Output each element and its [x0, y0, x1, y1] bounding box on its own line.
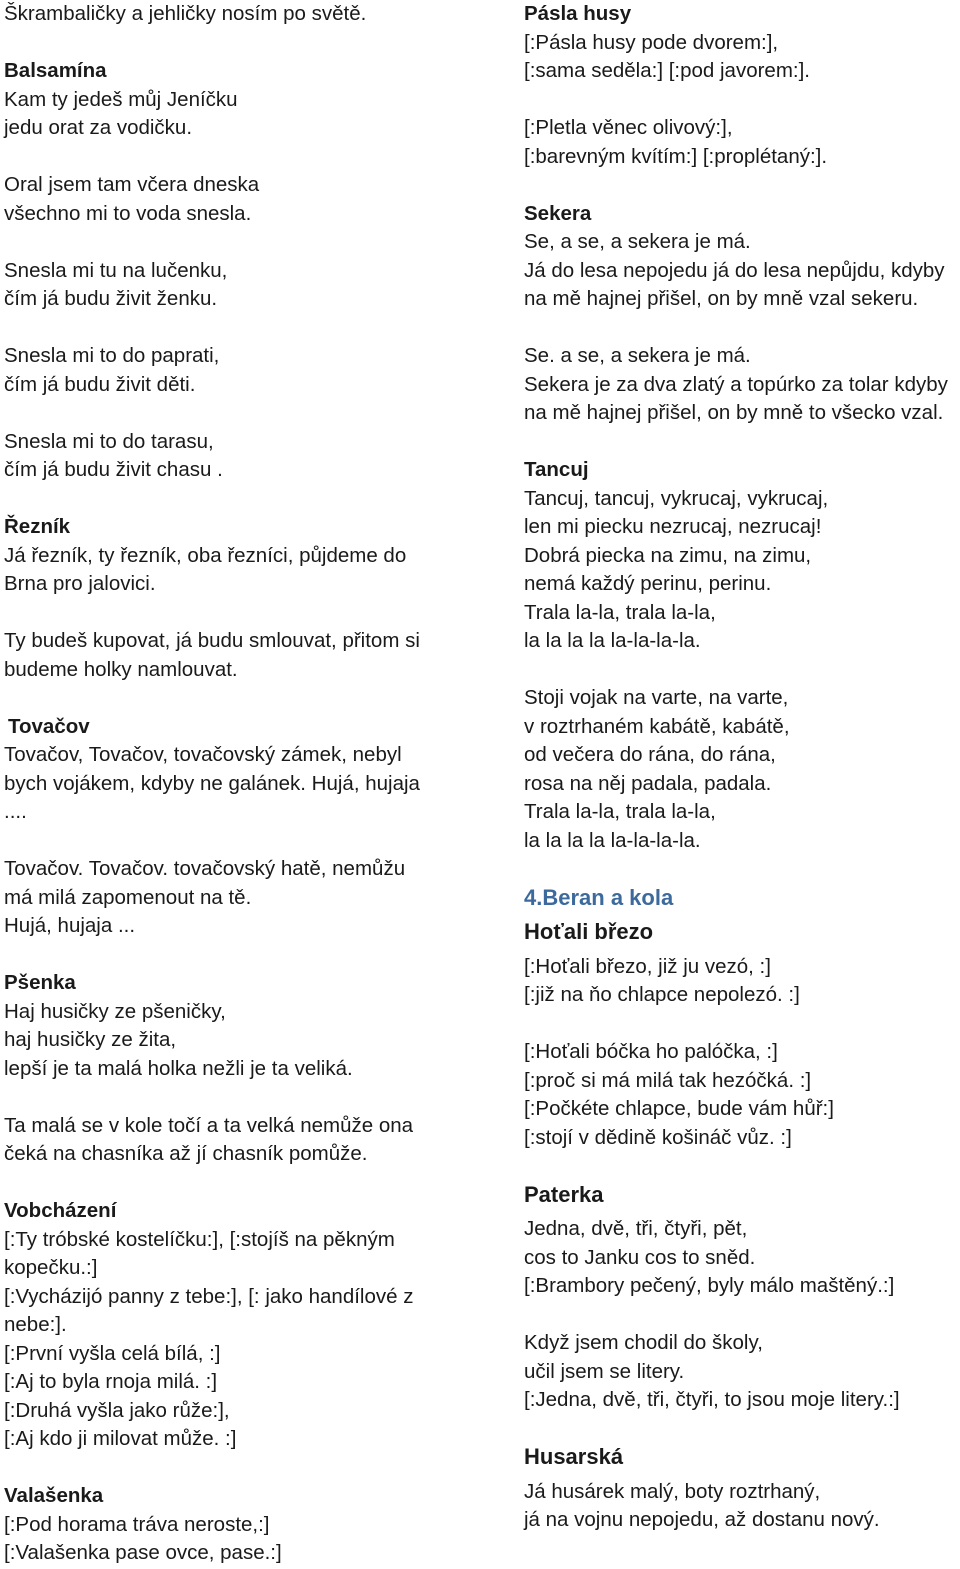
song-line: [:První vyšla celá bílá, :] — [4, 1341, 221, 1365]
song-title: Valašenka — [4, 1484, 104, 1507]
song-line: [:proč si má milá tak hezóčká. :] — [524, 1068, 812, 1092]
song-line: [:Pásla husy pode dvorem:], — [524, 30, 779, 54]
song-line: len mi piecku nezrucaj, nezrucaj! — [524, 515, 822, 538]
song-line: Snesla mi to do paprati, — [4, 344, 220, 367]
song-line: budeme holky namlouvat. — [4, 657, 238, 681]
right-column — [524, 0, 960, 1535]
song-title: Vobcházení — [4, 1199, 117, 1222]
song-line: Kam ty jedeš můj Jeníčku — [4, 87, 238, 111]
song-line: [:Brambory pečený, byly málo maštěný.:] — [524, 1274, 895, 1297]
song-line: [:Valašenka pase ovce, pase.:] — [4, 1541, 282, 1564]
song-line: Ty budeš kupovat, já budu smlouvat, přitom si — [4, 629, 420, 652]
song-husarska — [524, 1443, 960, 1535]
song-title: Řezník — [4, 515, 71, 538]
song-line: Jedna, dvě, tři, čtyři, pět, — [524, 1217, 748, 1240]
song-line: Já do lesa nepojedu já do lesa nepůjdu, kdyby — [524, 258, 945, 282]
song-balsamina — [4, 57, 474, 513]
song-hotali-brezo — [524, 918, 960, 1181]
song-line: [:Vycházijó panny z tebe:], [: jako handílové z — [4, 1284, 414, 1308]
song-psenka — [4, 969, 474, 1197]
song-line: [:Pod horama tráva neroste,:] — [4, 1512, 270, 1536]
song-line: rosa na něj padala, padala. — [524, 771, 772, 795]
song-line: na mě hajnej přišel, on by mně vzal sekeru. — [524, 287, 919, 310]
song-title: Tancuj — [524, 458, 589, 481]
song-line: lepší je ta malá holka nežli je ta veliká. — [4, 1056, 353, 1080]
song-line: [:Ty tróbské kostelíčku:], [:stojíš na pěkným — [4, 1227, 395, 1251]
song-title: Tovačov — [8, 714, 90, 738]
song-title: Sekera — [524, 201, 592, 225]
song-line: Oral jsem tam včera dneska — [4, 173, 260, 196]
section-heading: 4.Beran a kola — [524, 884, 674, 910]
song-sekera — [524, 200, 960, 457]
song-line: čím já budu živit děti. — [4, 372, 196, 396]
song-line: [:Aj kdo ji milovat může. :] — [4, 1427, 237, 1450]
intro-line: Škrambaličky a jehličky nosím po světě. — [4, 2, 367, 25]
song-tovacov — [4, 713, 474, 970]
song-title: Hoťali březo — [524, 919, 654, 944]
song-valasenka — [4, 1482, 474, 1568]
song-line: Já husárek malý, boty roztrhaný, — [524, 1479, 821, 1503]
song-pasla-husy — [524, 0, 960, 200]
song-line: Hujá, hujaja ... — [4, 914, 136, 937]
song-line: [:sama seděla:] [:pod javorem:]. — [524, 59, 810, 82]
song-line: jedu orat za vodičku. — [4, 116, 193, 139]
song-line: kopečku.:] — [4, 1256, 98, 1279]
song-title: Husarská — [524, 1444, 624, 1469]
song-title: Paterka — [524, 1181, 604, 1207]
song-title: Balsamína — [4, 59, 107, 82]
song-title: Pšenka — [4, 971, 76, 994]
song-reznik — [4, 513, 474, 713]
left-column — [4, 0, 474, 1568]
song-line: nebe:]. — [4, 1313, 67, 1336]
song-line: la la la la la-la-la-la. — [524, 629, 701, 652]
song-line: Brna pro jalovici. — [4, 572, 156, 595]
song-line: Stoji vojak na varte, na varte, — [524, 686, 789, 709]
song-line: nemá každý perinu, perinu. — [524, 572, 772, 595]
song-line: Tovačov. Tovačov. tovačovský hatě, nemůžu — [4, 857, 406, 880]
song-line: čeká na chasníka až jí chasník pomůže. — [4, 1142, 368, 1165]
song-line: Tancuj, tancuj, vykrucaj, vykrucaj, — [524, 486, 829, 510]
song-line: na mě hajnej přišel, on by mně to všecko vzal. — [524, 401, 944, 424]
song-line: já na vojnu nepojedu, až dostanu nový. — [524, 1508, 880, 1531]
song-line: [:Jedna, dvě, tři, čtyři, to jsou moje litery.:] — [524, 1388, 900, 1411]
song-line: [:Hoťali březo, již ju vezó, :] — [524, 954, 771, 978]
song-vobchazeni — [4, 1197, 474, 1482]
song-title: Pásla husy — [524, 2, 632, 25]
song-line: od večera do rána, do rána, — [524, 743, 776, 766]
song-line: Snesla mi to do tarasu, — [4, 429, 214, 453]
song-line: Když jsem chodil do školy, — [524, 1331, 763, 1354]
song-line: všechno mi to voda snesla. — [4, 201, 252, 225]
song-line: Haj husičky ze pšeničky, — [4, 999, 226, 1023]
song-line: má milá zapomenout na tě. — [4, 885, 252, 909]
song-line: [:Aj to byla rnoja milá. :] — [4, 1370, 218, 1393]
song-line: Trala la-la, trala la-la, — [524, 600, 716, 624]
song-line: Dobrá piecka na zimu, na zimu, — [524, 543, 812, 567]
song-line: .... — [4, 800, 27, 823]
song-line: [:Hoťali bóčka ho palóčka, :] — [524, 1040, 778, 1063]
song-line: cos to Janku cos to sněd. — [524, 1245, 756, 1269]
song-line: [:barevným kvítím:] [:proplétaný:]. — [524, 144, 828, 168]
song-paterka — [524, 1181, 960, 1444]
song-line: Trala la-la, trala la-la, — [524, 800, 716, 823]
song-line: haj husičky ze žita, — [4, 1028, 177, 1051]
song-line: Tovačov, Tovačov, tovačovský zámek, nebyl — [4, 743, 402, 766]
song-line: [:Pletla věnec olivový:], — [524, 116, 733, 139]
song-line: učil jsem se litery. — [524, 1359, 685, 1383]
song-line: Sekera je za dva zlatý a topúrko za tolar kdyby — [524, 372, 948, 396]
song-line: Se, a se, a sekera je má. — [524, 230, 751, 253]
song-line: bych vojákem, kdyby ne galánek. Hujá, hujaja — [4, 771, 420, 795]
song-line: [:již na ňo chlapce nepolezó. :] — [524, 983, 800, 1006]
song-line: Já řezník, ty řezník, oba řezníci, půjdeme do — [4, 543, 407, 567]
song-line: v roztrhaném kabátě, kabátě, — [524, 714, 790, 738]
song-line: Ta malá se v kole točí a ta velká nemůže ona — [4, 1113, 414, 1137]
song-line: [:stojí v dědině košináč vůz. :] — [524, 1125, 792, 1149]
song-line: čím já budu živit chasu . — [4, 458, 223, 481]
song-line: Se. a se, a sekera je má. — [524, 344, 751, 367]
song-tancuj — [524, 456, 960, 884]
song-line: čím já budu živit ženku. — [4, 287, 218, 310]
song-line: la la la la la-la-la-la. — [524, 828, 701, 852]
song-line: Snesla mi tu na lučenku, — [4, 258, 228, 282]
song-line: [:Druhá vyšla jako růže:], — [4, 1398, 230, 1422]
song-line: [:Počkéte chlapce, bude vám hůř:] — [524, 1097, 834, 1120]
